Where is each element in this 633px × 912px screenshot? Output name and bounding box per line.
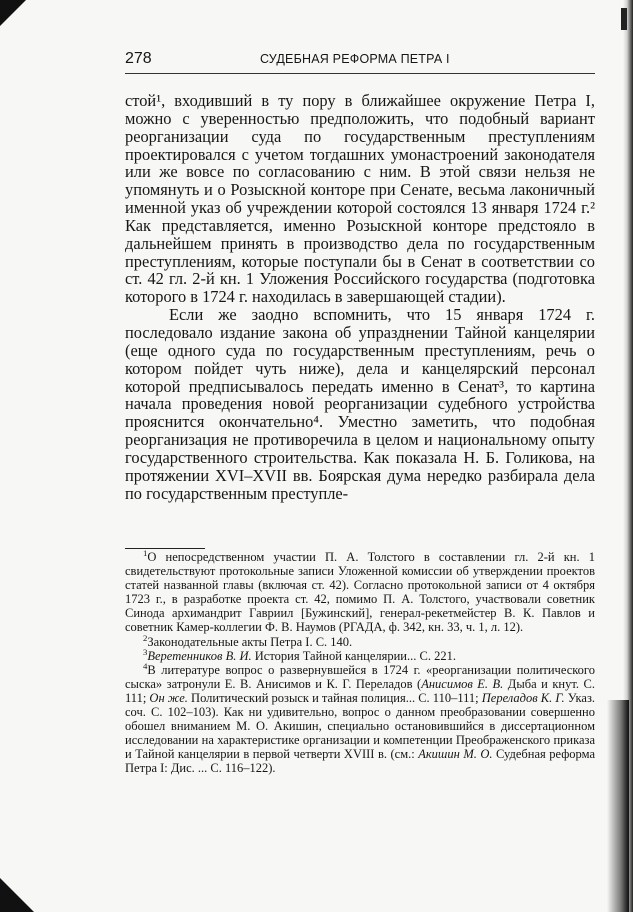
footnote	[125, 632, 595, 649]
footnote-text: Политический розыск и тайная полиция... С. 110–111;	[187, 690, 482, 705]
footnote-text: Указ. соч. С. 102–103). Как ни удивительно, вопрос о данном преобразовании совершенно обошел вниманием М. О. Акишин, специально остановившийся в диссертационном исследовании на характеристике организации и компетенции Преображенского приказа и Тайной канцелярии в первой четверти XVIII в. (см.:	[125, 690, 596, 762]
page-header	[125, 50, 575, 72]
scan-mark	[621, 8, 627, 30]
paragraph: стой¹, входивший в ту пору в ближайшее окружение Петра I, можно с уверенностью предположить, что подобный вариант реорганизации суда по государственным преступлениям проектировался с учетом тогдашних умонастроений законодателя или же вовсе по согласованию с ним. В этой связи нельзя не упомянуть и о Розыскной конторе при Сенате, весьма лаконичный именной указ об учреждении которой состоялся 13 января 1724 г.² Как представляется, именно Розыскной конторе предстояло в дальнейшем принять в производство дела по государственным преступлениям, которые поступали бы в Сенат в соответствии со ст. 42 гл. 2-й кн. 1 Уложения Российского государства (подготовка которого в 1724 г. находилась в завершающей стадии).	[125, 91, 595, 307]
footnote-author: Переладов К. Г.	[481, 690, 565, 705]
footnote-number: 4	[143, 660, 148, 671]
header-rule	[125, 73, 595, 74]
footnote-number: 2	[143, 632, 148, 643]
footnote	[125, 547, 595, 635]
footnote	[125, 660, 596, 776]
scan-corner-shadow	[0, 878, 34, 912]
footnote-text: Судебная реформа Петра I: Дис. ... С. 116–122).	[125, 747, 595, 776]
scan-corner-shadow	[0, 0, 26, 26]
footnote-text: В литературе вопрос о развернувшейся в 1724 г. «реорганизации политического сыска» затронули Е. В. Анисимов и К. Г. Переладов (	[125, 662, 595, 691]
footnote-number: 3	[143, 646, 148, 657]
main-text	[125, 92, 595, 502]
footnote	[125, 646, 595, 663]
footnote-text: История Тайной канцелярии... С. 221.	[251, 648, 456, 663]
footnote-author: Веретенников В. И.	[147, 648, 252, 663]
paragraph: Если же заодно вспомнить, что 15 января 1724 г. последовало издание закона об упразднении Тайной канцелярии (еще одного суда по государственным преступлениям, речь о котором пойдет чуть ниже), дела и канцелярский персонал которой предписывалось передать именно в Сенат³, то картина начала проведения новой реорганизации судебного устройства прояснится окончательно⁴. Уместно заметить, что подобная реорганизация не противоречила в целом и национальному опыту государственного строительства. Как показала Н. Б. Голикова, на протяжении XVI–XVII вв. Боярская дума нередко разбирала дела по государственным преступле-	[125, 305, 595, 503]
footnote-text: Дыба и кнут. С. 111;	[125, 676, 595, 705]
footnotes	[125, 547, 596, 776]
page-number: 278	[125, 50, 152, 67]
scan-edge-shadow	[607, 700, 629, 912]
footnote-text: Законодательные акты Петра I. С. 140.	[147, 634, 353, 649]
footnote-author: Акишин М. О.	[418, 747, 493, 762]
running-title: СУДЕБНАЯ РЕФОРМА ПЕТРА I	[260, 52, 450, 66]
footnote-rule	[125, 548, 205, 549]
footnote-number: 1	[143, 547, 148, 558]
footnote-text: О непосредственном участии П. А. Толстого в составлении гл. 2-й кн. 1 свидетельствуют протокольные записи Уложенной комиссии об утверждении проектов статей названной главы (включая ст. 42). Согласно протокольной записи от 4 октября 1723 г., в разработке проекта ст. 42, помимо П. А. Толстого, участвовали советник Синода архимандрит Гавриил [Бужинский], генерал-рекетмейстер В. К. Павлов и советник Камер-коллегии Ф. В. Наумов (РГАДА, ф. 342, кн. 33, ч. 1, л. 12).	[125, 550, 595, 635]
footnote-author: Анисимов Е. В.	[421, 676, 504, 691]
footnote-author: Он же.	[149, 690, 188, 705]
